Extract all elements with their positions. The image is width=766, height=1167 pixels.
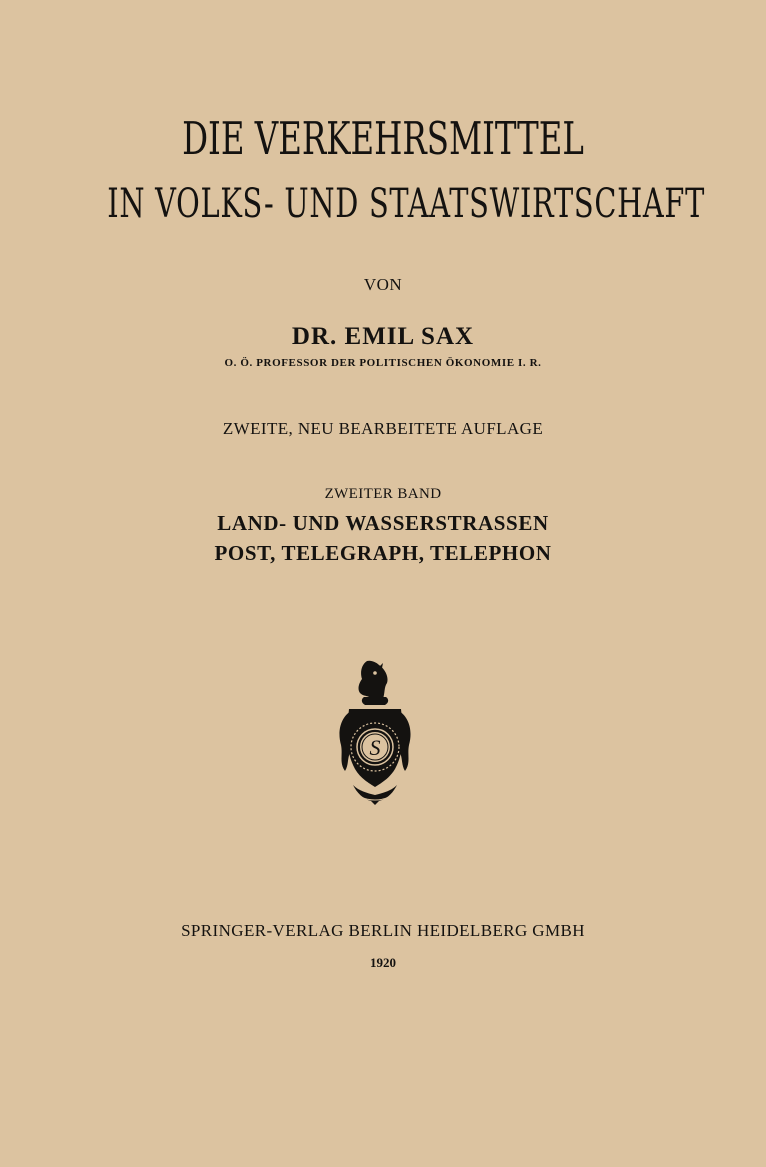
volume-label: ZWEITER BAND bbox=[324, 486, 442, 502]
volume-title-line1: LAND- UND WASSERSTRASSEN bbox=[217, 511, 549, 535]
author-name bbox=[0, 323, 766, 351]
svg-text:S: S bbox=[369, 735, 381, 760]
book-title-line2: IN VOLKS- UND STAATSWIRTSCHAFT bbox=[107, 181, 706, 227]
springer-knight-emblem-icon bbox=[331, 659, 419, 807]
author-affiliation: O. Ö. PROFESSOR DER POLITISCHEN ÖKONOMIE I. R. bbox=[224, 357, 542, 369]
publication-year: 1920 bbox=[370, 955, 396, 970]
by-label: VON bbox=[363, 275, 403, 294]
volume-title-line2: POST, TELEGRAPH, TELEPHON bbox=[214, 541, 552, 565]
author-prefix: DR. bbox=[291, 323, 338, 350]
publisher-name: SPRINGER-VERLAG BERLIN HEIDELBERG GMBH bbox=[181, 921, 585, 940]
author-fullname: EMIL SAX bbox=[344, 323, 475, 350]
edition-statement: ZWEITE, NEU BEARBEITETE AUFLAGE bbox=[222, 419, 544, 438]
book-title-line1: DIE VERKEHRSMITTEL bbox=[182, 112, 584, 165]
